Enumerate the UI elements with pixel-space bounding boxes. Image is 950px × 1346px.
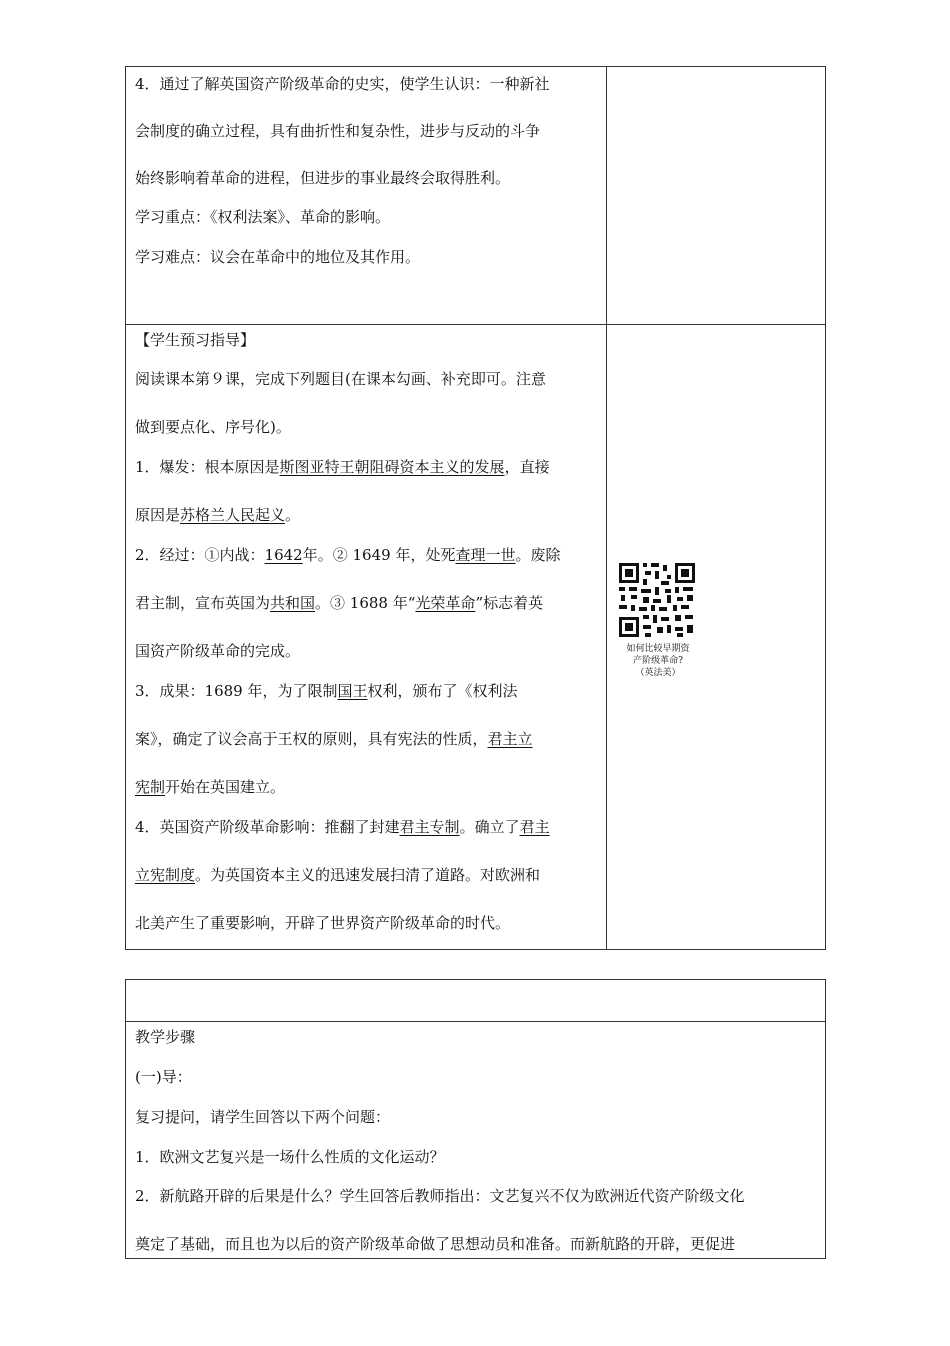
qr-caption: 如何比较早期资 产阶级革命? （英法美） [626,644,690,678]
item-4-line: 4．英国资产阶级革命影响：推翻了封建君主专制。确立了君主 [135,818,550,836]
item-3-line: 案》，确定了议会高于王权的原则，具有宪法的性质，君主立 [135,730,533,748]
item-3-line: 宪制开始在英国建立。 [135,778,286,796]
objectives-cell [135,66,600,324]
difficulty-point: 学习难点：议会在革命中的地位及其作用。 [135,248,421,266]
answer-blank: 国王 [337,682,368,700]
answer-blank: 苏格兰人民起义 [180,506,286,524]
answer-blank: 君主立 [487,730,533,748]
answer-blank: 共和国 [270,594,316,612]
steps-line: 复习提问，请学生回答以下两个问题： [135,1108,391,1126]
teaching-steps-cell [135,1021,820,1258]
objective-line: 始终影响着革命的进程，但进步的事业最终会取得胜利。 [135,169,511,187]
qr-code [617,561,697,639]
answer-blank: 光荣革命 [415,594,476,612]
item-3-line: 3．成果：1689 年，为了限制国王权利，颁布了《权利法 [135,682,518,700]
intro-line: 阅读课本第９课，完成下列题目(在课本勾画、补充即可。注意 [135,370,546,388]
steps-line: 2．新航路开辟的后果是什么？学生回答后教师指出：文艺复兴不仅为欧洲近代资产阶级文化 [135,1187,745,1205]
answer-blank: 斯图亚特王朝阻碍资本主义的发展 [279,458,505,476]
answer-blank: 1642 [264,546,303,564]
item-4-line: 立宪制度。为英国资本主义的迅速发展扫清了道路。对欧洲和 [135,866,541,884]
answer-blank: 宪制 [135,778,166,796]
answer-blank: 立宪制度 [135,866,196,884]
intro-line: 做到要点化、序号化)。 [135,418,291,436]
section-heading: 【学生预习指导】 [135,331,256,349]
item-2-line: 君主制，宣布英国为共和国。③ 1688 年“光荣革命”标志着英 [135,594,544,612]
item-4-line: 北美产生了重要影响，开辟了世界资产阶级革命的时代。 [135,914,511,932]
answer-blank: 君主专制 [399,818,460,836]
item-2-line: 国资产阶级革命的完成。 [135,642,301,660]
key-point: 学习重点：《权利法案》、革命的影响。 [135,208,391,226]
steps-heading: 教学步骤 [135,1028,196,1046]
steps-line: 1．欧洲文艺复兴是一场什么性质的文化运动？ [135,1148,445,1166]
preview-guide-cell [135,324,600,950]
objective-line: 会制度的确立过程，具有曲折性和复杂性，进步与反动的斗争 [135,122,541,140]
column-divider [606,66,607,950]
answer-blank: 君主 [519,818,550,836]
answer-blank: 查理一世 [455,546,516,564]
item-2-line: 2．经过：①内战：1642年。② 1649 年，处死查理一世。废除 [135,546,561,564]
item-1-line: 1．爆发：根本原因是斯图亚特王朝阻碍资本主义的发展，直接 [135,458,550,476]
steps-line: 奠定了基础，而且也为以后的资产阶级革命做了思想动员和准备。而新航路的开辟，更促进 [135,1235,736,1253]
objective-line: 4．通过了解英国资产阶级革命的史实，使学生认识：一种新社 [135,75,550,93]
item-1-line: 原因是苏格兰人民起义。 [135,506,301,524]
steps-line: (一)导： [135,1068,192,1086]
